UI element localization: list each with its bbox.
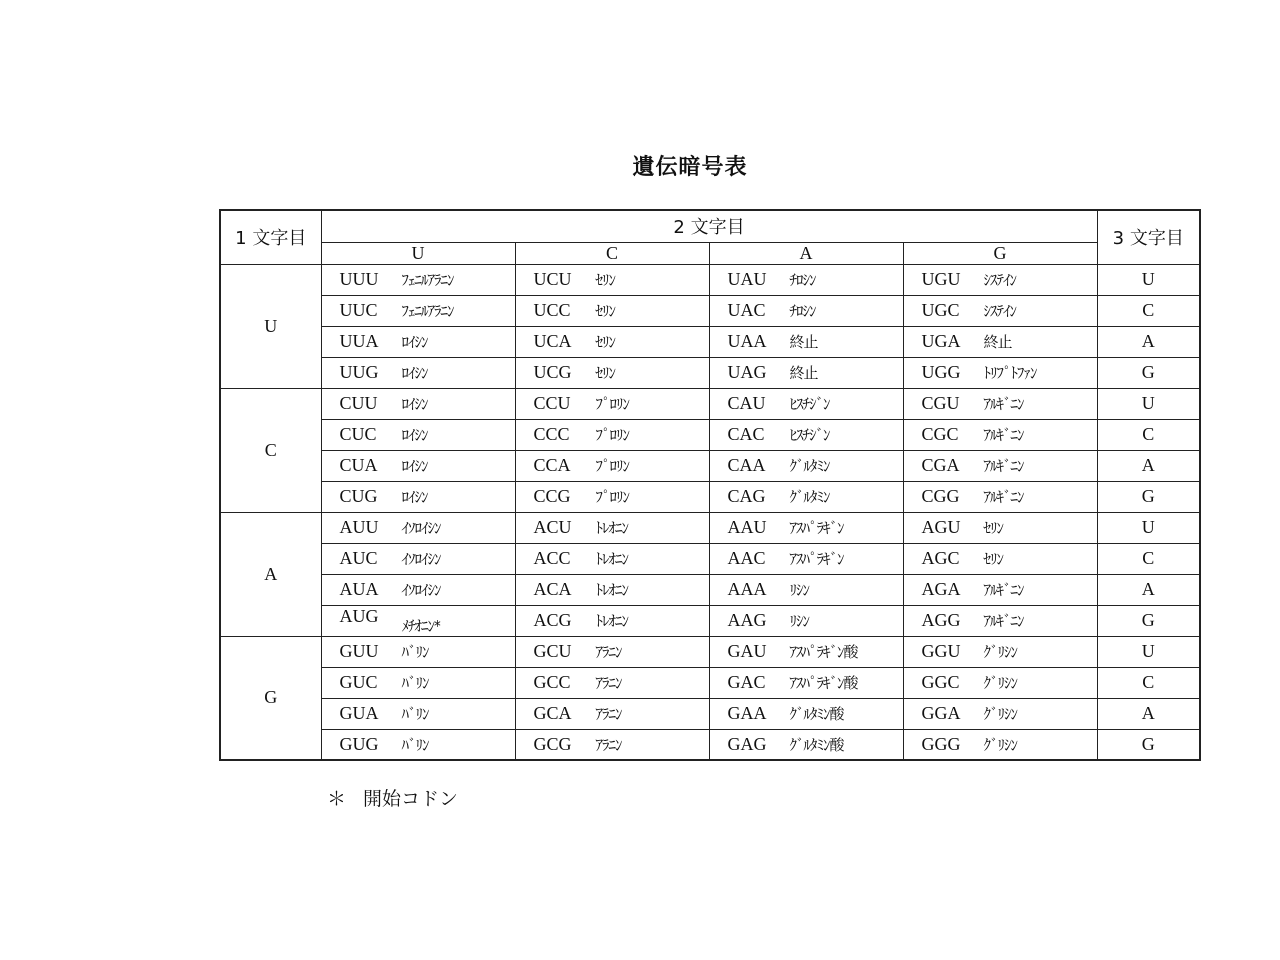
codon-cell: [709, 481, 903, 512]
codon: UUG: [339, 362, 379, 382]
header-third-letter: 3 文字目: [1097, 210, 1200, 264]
codon-cell: [515, 388, 709, 419]
third-base-cell: U: [1097, 636, 1200, 667]
codon: CAG: [727, 486, 766, 506]
codon-cell: [515, 605, 709, 636]
codon: UCU: [533, 269, 572, 289]
amino-acid: ｱｽﾊﾟﾗｷﾞﾝ酸: [789, 674, 858, 692]
codon-cell: [903, 574, 1097, 605]
footnote-text: 開始コドン: [363, 788, 459, 810]
codon-cell: [709, 512, 903, 543]
codon-cell: [321, 574, 515, 605]
codon-cell: [903, 543, 1097, 574]
codon: UGU: [921, 269, 961, 289]
third-base-cell: G: [1097, 357, 1200, 388]
table-row: [220, 729, 1200, 760]
codon: CAU: [727, 393, 766, 413]
codon-cell: [903, 481, 1097, 512]
codon-cell: [903, 264, 1097, 295]
amino-acid: ｲｿﾛｲｼﾝ: [401, 519, 441, 537]
codon: UAA: [727, 331, 767, 351]
codon: AGC: [921, 548, 960, 568]
amino-acid: ｸﾞﾙﾀﾐﾝ: [789, 488, 830, 506]
codon-cell: [709, 667, 903, 698]
codon: CCA: [533, 455, 571, 475]
codon: UUU: [339, 269, 379, 289]
amino-acid: ﾊﾞﾘﾝ: [401, 674, 429, 692]
codon: AUA: [339, 579, 379, 599]
codon: UUA: [339, 331, 379, 351]
codon-cell: [903, 388, 1097, 419]
table-row: [220, 450, 1200, 481]
codon-cell: [321, 667, 515, 698]
codon-cell: [515, 450, 709, 481]
amino-acid: ｱﾗﾆﾝ: [595, 643, 622, 661]
codon-cell: [903, 512, 1097, 543]
third-base-cell: G: [1097, 481, 1200, 512]
codon: AAC: [727, 548, 766, 568]
codon: UGC: [921, 300, 960, 320]
amino-acid: ﾌﾟﾛﾘﾝ: [595, 488, 630, 506]
amino-acid: ﾋｽﾁｼﾞﾝ: [789, 426, 830, 444]
amino-acid: ｱｽﾊﾟﾗｷﾞﾝ酸: [789, 643, 858, 661]
codon: UAG: [727, 362, 767, 382]
codon: UCC: [533, 300, 571, 320]
codon-cell: [903, 667, 1097, 698]
header-first-letter: 1 文字目: [220, 210, 321, 264]
amino-acid: ｾﾘﾝ: [595, 302, 616, 320]
codon-cell: [515, 574, 709, 605]
third-base-cell: U: [1097, 512, 1200, 543]
third-base-cell: G: [1097, 605, 1200, 636]
codon-cell: [515, 357, 709, 388]
codon-cell: [321, 295, 515, 326]
codon-cell: [709, 636, 903, 667]
amino-acid: 終止: [789, 333, 818, 351]
codon: GAC: [727, 672, 766, 692]
codon: CCU: [533, 393, 571, 413]
codon-cell: [321, 450, 515, 481]
amino-acid: ﾘｼﾝ: [789, 612, 810, 630]
amino-acid: ｱｽﾊﾟﾗｷﾞﾝ: [789, 519, 844, 537]
amino-acid: ｾﾘﾝ: [595, 333, 616, 351]
first-base-cell: C: [220, 388, 321, 512]
amino-acid: ｸﾞﾘｼﾝ: [983, 735, 1018, 754]
amino-acid: 終止: [983, 333, 1012, 351]
amino-acid: ﾄﾘﾌﾟﾄﾌｧﾝ: [983, 364, 1037, 382]
amino-acid: ﾌｪﾆﾙｱﾗﾆﾝ: [401, 302, 454, 320]
amino-acid: ｼｽﾃｲﾝ: [983, 302, 1017, 320]
amino-acid: ﾄﾚｵﾆﾝ: [595, 519, 629, 537]
codon: ACG: [533, 610, 572, 630]
codon: ACA: [533, 579, 572, 599]
amino-acid: 終止: [789, 364, 818, 382]
amino-acid: ﾒﾁｵﾆﾝ*: [401, 616, 440, 635]
amino-acid: ﾛｲｼﾝ: [401, 457, 428, 475]
codon-cell: [321, 419, 515, 450]
third-base-cell: A: [1097, 326, 1200, 357]
codon-cell: [515, 264, 709, 295]
amino-acid: ｾﾘﾝ: [983, 519, 1004, 537]
codon: CUC: [339, 424, 377, 444]
codon-cell: [515, 512, 709, 543]
codon: AAU: [727, 517, 767, 537]
codon: CCC: [533, 424, 570, 444]
third-base-cell: C: [1097, 419, 1200, 450]
codon: GCG: [533, 733, 572, 754]
codon-cell: [709, 605, 903, 636]
codon: GGG: [921, 733, 961, 754]
amino-acid: ｸﾞﾘｼﾝ: [983, 705, 1018, 723]
codon: GCC: [533, 672, 571, 692]
codon-cell: [903, 419, 1097, 450]
amino-acid: ｾﾘﾝ: [983, 550, 1004, 568]
codon-cell: [321, 543, 515, 574]
amino-acid: ｲｿﾛｲｼﾝ: [401, 550, 441, 568]
codon: UGG: [921, 362, 961, 382]
codon: GUC: [339, 672, 378, 692]
amino-acid: ﾄﾚｵﾆﾝ: [595, 612, 629, 630]
codon-cell: [515, 667, 709, 698]
amino-acid: ｸﾞﾘｼﾝ: [983, 674, 1018, 692]
codon: CAC: [727, 424, 765, 444]
genetic-code-table: [219, 209, 1201, 761]
codon: GAA: [727, 703, 767, 723]
amino-acid: ｸﾞﾙﾀﾐﾝ酸: [789, 705, 844, 723]
amino-acid: ﾁﾛｼﾝ: [789, 271, 816, 289]
codon: CUA: [339, 455, 378, 475]
amino-acid: ｸﾞﾙﾀﾐﾝ酸: [789, 735, 844, 754]
amino-acid: ﾛｲｼﾝ: [401, 333, 428, 351]
first-base-cell: G: [220, 636, 321, 760]
amino-acid: ﾌﾟﾛﾘﾝ: [595, 395, 630, 413]
table-body: [220, 264, 1200, 760]
footnote: [327, 784, 458, 811]
codon: GUA: [339, 703, 379, 723]
codon: GCA: [533, 703, 572, 723]
codon-cell: [515, 543, 709, 574]
codon-cell: [321, 698, 515, 729]
codon-cell: [903, 729, 1097, 760]
codon-cell: [515, 636, 709, 667]
footnote-mark: ＊: [327, 788, 347, 810]
codon: ACC: [533, 548, 571, 568]
codon: GUG: [339, 733, 379, 754]
codon-cell: [321, 512, 515, 543]
codon-cell: [709, 543, 903, 574]
codon-cell: [321, 729, 515, 760]
amino-acid: ﾛｲｼﾝ: [401, 364, 428, 382]
amino-acid: ｱﾙｷﾞﾆﾝ: [983, 612, 1024, 630]
codon-cell: [709, 357, 903, 388]
codon: ACU: [533, 517, 572, 537]
amino-acid: ﾊﾞﾘﾝ: [401, 735, 429, 754]
amino-acid: ｲｿﾛｲｼﾝ: [401, 581, 441, 599]
third-base-cell: U: [1097, 388, 1200, 419]
codon-cell: [515, 326, 709, 357]
codon-cell: [515, 481, 709, 512]
third-base-cell: A: [1097, 574, 1200, 605]
amino-acid: ｱﾗﾆﾝ: [595, 705, 622, 723]
amino-acid: ﾛｲｼﾝ: [401, 395, 428, 413]
codon-cell: [709, 388, 903, 419]
codon: CGG: [921, 486, 960, 506]
codon: AAA: [727, 579, 767, 599]
codon-cell: [903, 636, 1097, 667]
table-row: [220, 605, 1200, 636]
codon: CUU: [339, 393, 378, 413]
codon-cell: [515, 729, 709, 760]
amino-acid: ﾛｲｼﾝ: [401, 488, 428, 506]
codon: GAG: [727, 733, 767, 754]
codon: CGC: [921, 424, 959, 444]
codon-cell: [515, 419, 709, 450]
codon: UGA: [921, 331, 961, 351]
codon: GAU: [727, 641, 767, 661]
table-row: [220, 667, 1200, 698]
codon-cell: [321, 326, 515, 357]
header-second-base: U: [321, 242, 515, 264]
codon: GUU: [339, 641, 379, 661]
amino-acid: ﾌｪﾆﾙｱﾗﾆﾝ: [401, 271, 454, 289]
codon-cell: [903, 295, 1097, 326]
codon: CAA: [727, 455, 766, 475]
codon-cell: [321, 605, 515, 636]
amino-acid: ｱﾗﾆﾝ: [595, 674, 622, 692]
table-row: [220, 388, 1200, 419]
amino-acid: ｼｽﾃｲﾝ: [983, 271, 1017, 289]
amino-acid: ｱﾙｷﾞﾆﾝ: [983, 581, 1024, 599]
third-base-cell: A: [1097, 450, 1200, 481]
table-row: [220, 419, 1200, 450]
amino-acid: ﾊﾞﾘﾝ: [401, 705, 429, 723]
amino-acid: ｱﾙｷﾞﾆﾝ: [983, 426, 1024, 444]
table-row: [220, 326, 1200, 357]
codon: AGU: [921, 517, 961, 537]
codon: AGG: [921, 610, 961, 630]
first-base-cell: U: [220, 264, 321, 388]
amino-acid: ｾﾘﾝ: [595, 364, 616, 382]
amino-acid: ﾋｽﾁｼﾞﾝ: [789, 395, 830, 413]
header-second-base: C: [515, 242, 709, 264]
amino-acid: ｾﾘﾝ: [595, 271, 616, 289]
codon: UAU: [727, 269, 767, 289]
amino-acid: ﾄﾚｵﾆﾝ: [595, 581, 629, 599]
codon: AUC: [339, 548, 378, 568]
codon-cell: [515, 295, 709, 326]
codon: UUC: [339, 300, 378, 320]
codon: UCG: [533, 362, 572, 382]
codon: AUG: [339, 605, 379, 626]
codon-cell: [903, 326, 1097, 357]
codon-cell: [709, 450, 903, 481]
amino-acid: ﾛｲｼﾝ: [401, 426, 428, 444]
codon: GGU: [921, 641, 961, 661]
first-base-cell: A: [220, 512, 321, 636]
page-title: 遺伝暗号表: [632, 155, 748, 180]
codon: GGA: [921, 703, 961, 723]
header-second-letter: 2 文字目: [321, 210, 1097, 242]
third-base-cell: C: [1097, 543, 1200, 574]
table-row: [220, 636, 1200, 667]
header-second-base: G: [903, 242, 1097, 264]
codon-cell: [709, 326, 903, 357]
table-row: [220, 543, 1200, 574]
amino-acid: ﾘｼﾝ: [789, 581, 810, 599]
codon: GGC: [921, 672, 960, 692]
amino-acid: ﾊﾞﾘﾝ: [401, 643, 429, 661]
codon-cell: [903, 450, 1097, 481]
codon: UCA: [533, 331, 572, 351]
codon-cell: [709, 295, 903, 326]
table-row: [220, 574, 1200, 605]
amino-acid: ｸﾞﾙﾀﾐﾝ: [789, 457, 830, 475]
codon-cell: [709, 574, 903, 605]
table-row: [220, 357, 1200, 388]
codon-cell: [321, 636, 515, 667]
codon-cell: [903, 605, 1097, 636]
header-second-base: A: [709, 242, 903, 264]
codon: CUG: [339, 486, 378, 506]
codon: AUU: [339, 517, 379, 537]
codon: UAC: [727, 300, 766, 320]
codon-cell: [321, 357, 515, 388]
amino-acid: ﾌﾟﾛﾘﾝ: [595, 426, 630, 444]
third-base-cell: U: [1097, 264, 1200, 295]
amino-acid: ﾌﾟﾛﾘﾝ: [595, 457, 630, 475]
table-row: [220, 295, 1200, 326]
codon: CGU: [921, 393, 960, 413]
codon: GCU: [533, 641, 572, 661]
amino-acid: ﾄﾚｵﾆﾝ: [595, 550, 629, 568]
codon: CGA: [921, 455, 960, 475]
table-row: [220, 264, 1200, 295]
codon-cell: [709, 698, 903, 729]
amino-acid: ｱﾙｷﾞﾆﾝ: [983, 395, 1024, 413]
amino-acid: ﾁﾛｼﾝ: [789, 302, 816, 320]
codon-cell: [903, 698, 1097, 729]
codon-cell: [709, 729, 903, 760]
third-base-cell: C: [1097, 667, 1200, 698]
amino-acid: ｸﾞﾘｼﾝ: [983, 643, 1018, 661]
amino-acid: ｱﾗﾆﾝ: [595, 735, 622, 754]
amino-acid: ｱﾙｷﾞﾆﾝ: [983, 457, 1024, 475]
third-base-cell: G: [1097, 729, 1200, 760]
third-base-cell: C: [1097, 295, 1200, 326]
codon-cell: [321, 388, 515, 419]
amino-acid: ｱﾙｷﾞﾆﾝ: [983, 488, 1024, 506]
amino-acid: ｱｽﾊﾟﾗｷﾞﾝ: [789, 550, 844, 568]
codon: AAG: [727, 610, 767, 630]
third-base-cell: A: [1097, 698, 1200, 729]
codon-cell: [903, 357, 1097, 388]
codon-cell: [515, 698, 709, 729]
codon-cell: [709, 419, 903, 450]
codon-cell: [709, 264, 903, 295]
codon: CCG: [533, 486, 571, 506]
codon-cell: [321, 264, 515, 295]
codon: AGA: [921, 579, 961, 599]
table-row: [220, 698, 1200, 729]
table-row: [220, 481, 1200, 512]
table-row: [220, 512, 1200, 543]
codon-cell: [321, 481, 515, 512]
